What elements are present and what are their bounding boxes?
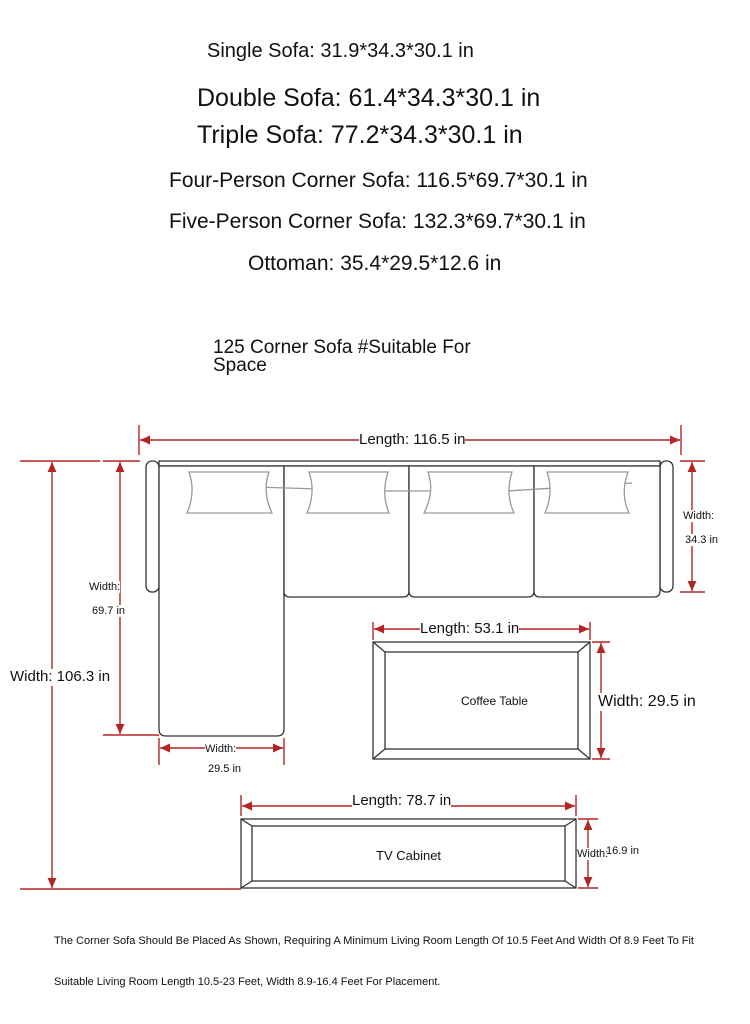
tv-cabinet-width-value: 16.9 in — [606, 845, 640, 857]
room-size-note: Suitable Living Room Length 10.5-23 Feet, Width 8.9-16.4 Feet For Placement. — [54, 976, 441, 988]
coffee-table-width-label: Width: 29.5 in — [598, 693, 696, 710]
left-armrest — [146, 461, 159, 592]
pillow-4 — [545, 472, 629, 513]
sofa-length-label: Length: 116.5 in — [359, 431, 466, 448]
spec-four-person-corner-sofa: Four-Person Corner Sofa: 116.5*69.7*30.1 in — [169, 169, 588, 192]
tv-cabinet-length-label: Length: 78.7 in — [352, 792, 452, 809]
diagram-subtitle: 125 Corner Sofa #Suitable For Space — [213, 337, 471, 376]
sofa-backrest — [159, 461, 660, 466]
spec-ottoman: Ottoman: 35.4*29.5*12.6 in — [248, 252, 502, 275]
spec-double-sofa: Double Sofa: 61.4*34.3*30.1 in — [197, 84, 541, 112]
pillow-3 — [424, 472, 514, 513]
seat-width-label: Width: — [683, 510, 715, 522]
placement-note: The Corner Sofa Should Be Placed As Shown, Requiring A Minimum Living Room Length Of 10.5 Feet And Width Of 8.9 Feet To Fit — [54, 935, 694, 947]
seat-width-value: 34.3 in — [685, 534, 719, 546]
overall-width-label: Width: 106.3 in — [10, 668, 111, 685]
right-armrest — [660, 461, 673, 592]
spec-five-person-corner-sofa: Five-Person Corner Sofa: 132.3*69.7*30.1 in — [169, 210, 586, 233]
spec-triple-sofa: Triple Sofa: 77.2*34.3*30.1 in — [197, 121, 523, 149]
chaise-width-label: Width: — [89, 581, 121, 593]
tv-cabinet-width-label: Width: — [577, 848, 609, 860]
coffee-table-length-label: Length: 53.1 in — [420, 620, 520, 637]
chaise-depth-value: 29.5 in — [208, 763, 242, 775]
pillow-1 — [187, 472, 272, 513]
chaise-depth-label: Width: — [205, 743, 237, 755]
spec-single-sofa: Single Sofa: 31.9*34.3*30.1 in — [207, 40, 474, 62]
pillow-2 — [307, 472, 389, 513]
coffee-table-name: Coffee Table — [461, 694, 528, 708]
chaise-width-value: 69.7 in — [92, 605, 126, 617]
tv-cabinet-name: TV Cabinet — [376, 848, 442, 863]
